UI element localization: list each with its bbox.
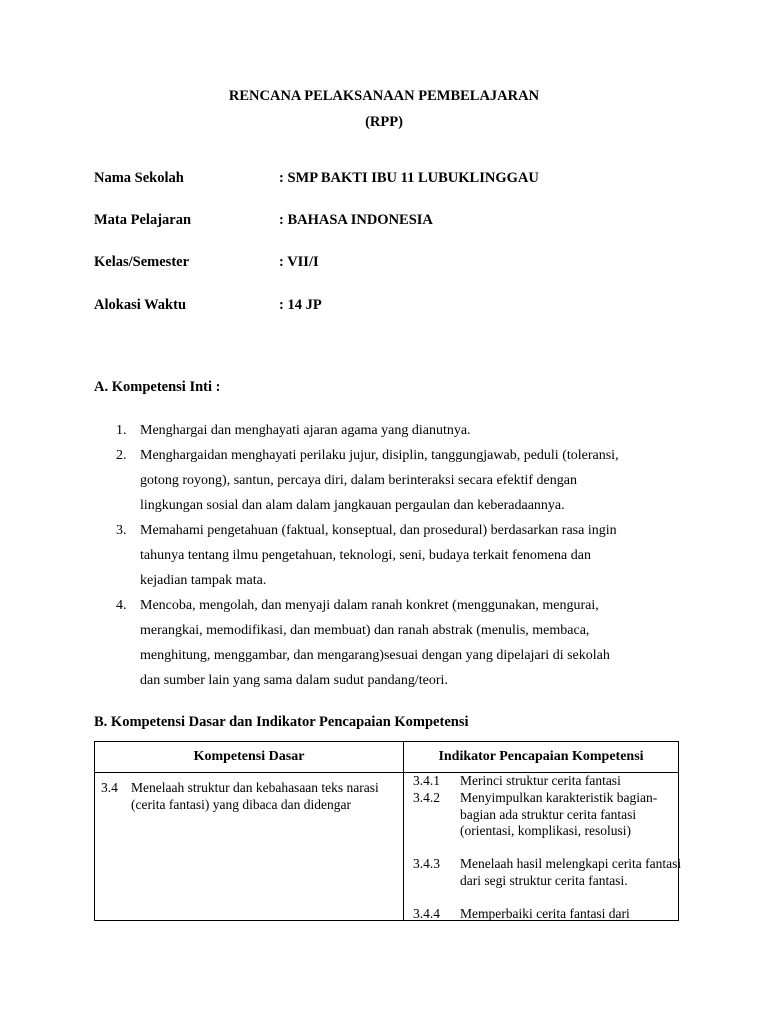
list-item-line: lingkungan sosial dan alam dalam jangkauan pergaulan dan keberadaannya.	[140, 498, 565, 513]
list-item-line: Menghargai dan menghayati ajaran agama yang dianutnya.	[140, 423, 471, 438]
table-row	[95, 773, 679, 921]
basic-competency-text: Menelaah struktur dan kebahasaan teks narasi (cerita fantasi) yang dibaca dan didengar	[131, 780, 379, 812]
table-header-row	[95, 742, 679, 773]
subject-value: : BAHASA INDONESIA	[279, 212, 433, 228]
indicator-code: 3.4.3	[413, 856, 440, 871]
list-item-line: Mencoba, mengolah, dan menyaji dalam ranah konkret (menggunakan, mengurai,	[140, 598, 599, 613]
indicator-text: Menelaah hasil melengkapi cerita fantasi dari segi struktur cerita fantasi.	[460, 856, 682, 888]
list-item-line: menghitung, menggambar, dan mengarang)sesuai dengan yang dipelajari di sekolah	[140, 648, 610, 663]
list-item-line: gotong royong), santun, percaya diri, dalam berinteraksi secara efektif dengan	[140, 473, 577, 488]
indicator-code: 3.4.2	[413, 790, 440, 805]
list-item-line: kejadian tampak mata.	[140, 573, 267, 588]
competency-table	[94, 741, 682, 921]
school-name-value: : SMP BAKTI IBU 11 LUBUKLINGGAU	[279, 170, 539, 186]
time-allocation-value: : 14 JP	[279, 297, 322, 313]
basic-competency-cell	[95, 773, 404, 921]
column-header-basic-competency: Kompetensi Dasar	[95, 742, 404, 773]
document-title: RENCANA PELAKSANAAN PEMBELAJARAN	[228, 88, 540, 104]
list-item-number: 4.	[116, 598, 127, 613]
indicator-text: Memperbaiki cerita fantasi dari	[460, 906, 630, 921]
subject-label: Mata Pelajaran	[94, 212, 192, 228]
list-item-line: dan sumber lain yang sama dalam sudut pandang/teori.	[140, 673, 448, 688]
list-item-number: 1.	[116, 423, 127, 438]
list-item-number: 2.	[116, 448, 127, 463]
time-allocation-label: Alokasi Waktu	[94, 297, 187, 313]
basic-competency-code: 3.4	[101, 780, 118, 795]
list-item-line: Menghargaidan menghayati perilaku jujur, disiplin, tanggungjawab, peduli (toleransi,	[140, 448, 619, 463]
indicator-code: 3.4.4	[413, 906, 440, 921]
indicator-cell	[404, 773, 682, 921]
indicator-code: 3.4.1	[413, 773, 440, 788]
document-subtitle: (RPP)	[365, 114, 403, 130]
list-item-line: tahunya tentang ilmu pengetahuan, teknologi, seni, budaya terkait fenomena dan	[140, 548, 591, 563]
class-semester-value: : VII/I	[279, 254, 319, 270]
list-item-line: Memahami pengetahuan (faktual, konseptual, dan prosedural) berdasarkan rasa ingin	[140, 523, 617, 538]
indicator-text: Menyimpulkan karakteristik bagian-bagian ada struktur cerita fantasi (orientasi, komplikasi, resolusi)	[460, 790, 658, 838]
column-header-indicator: Indikator Pencapaian Kompetensi	[404, 742, 679, 773]
school-name-label: Nama Sekolah	[94, 170, 184, 186]
section-b-heading: B. Kompetensi Dasar dan Indikator Pencapaian Kompetensi	[94, 714, 469, 730]
list-item-number: 3.	[116, 523, 127, 538]
class-semester-label: Kelas/Semester	[94, 254, 190, 270]
section-a-heading: A. Kompetensi Inti :	[94, 379, 221, 395]
indicator-text: Merinci struktur cerita fantasi	[460, 773, 621, 788]
list-item-line: merangkai, memodifikasi, dan membuat) dan ranah abstrak (menulis, membaca,	[140, 623, 590, 638]
